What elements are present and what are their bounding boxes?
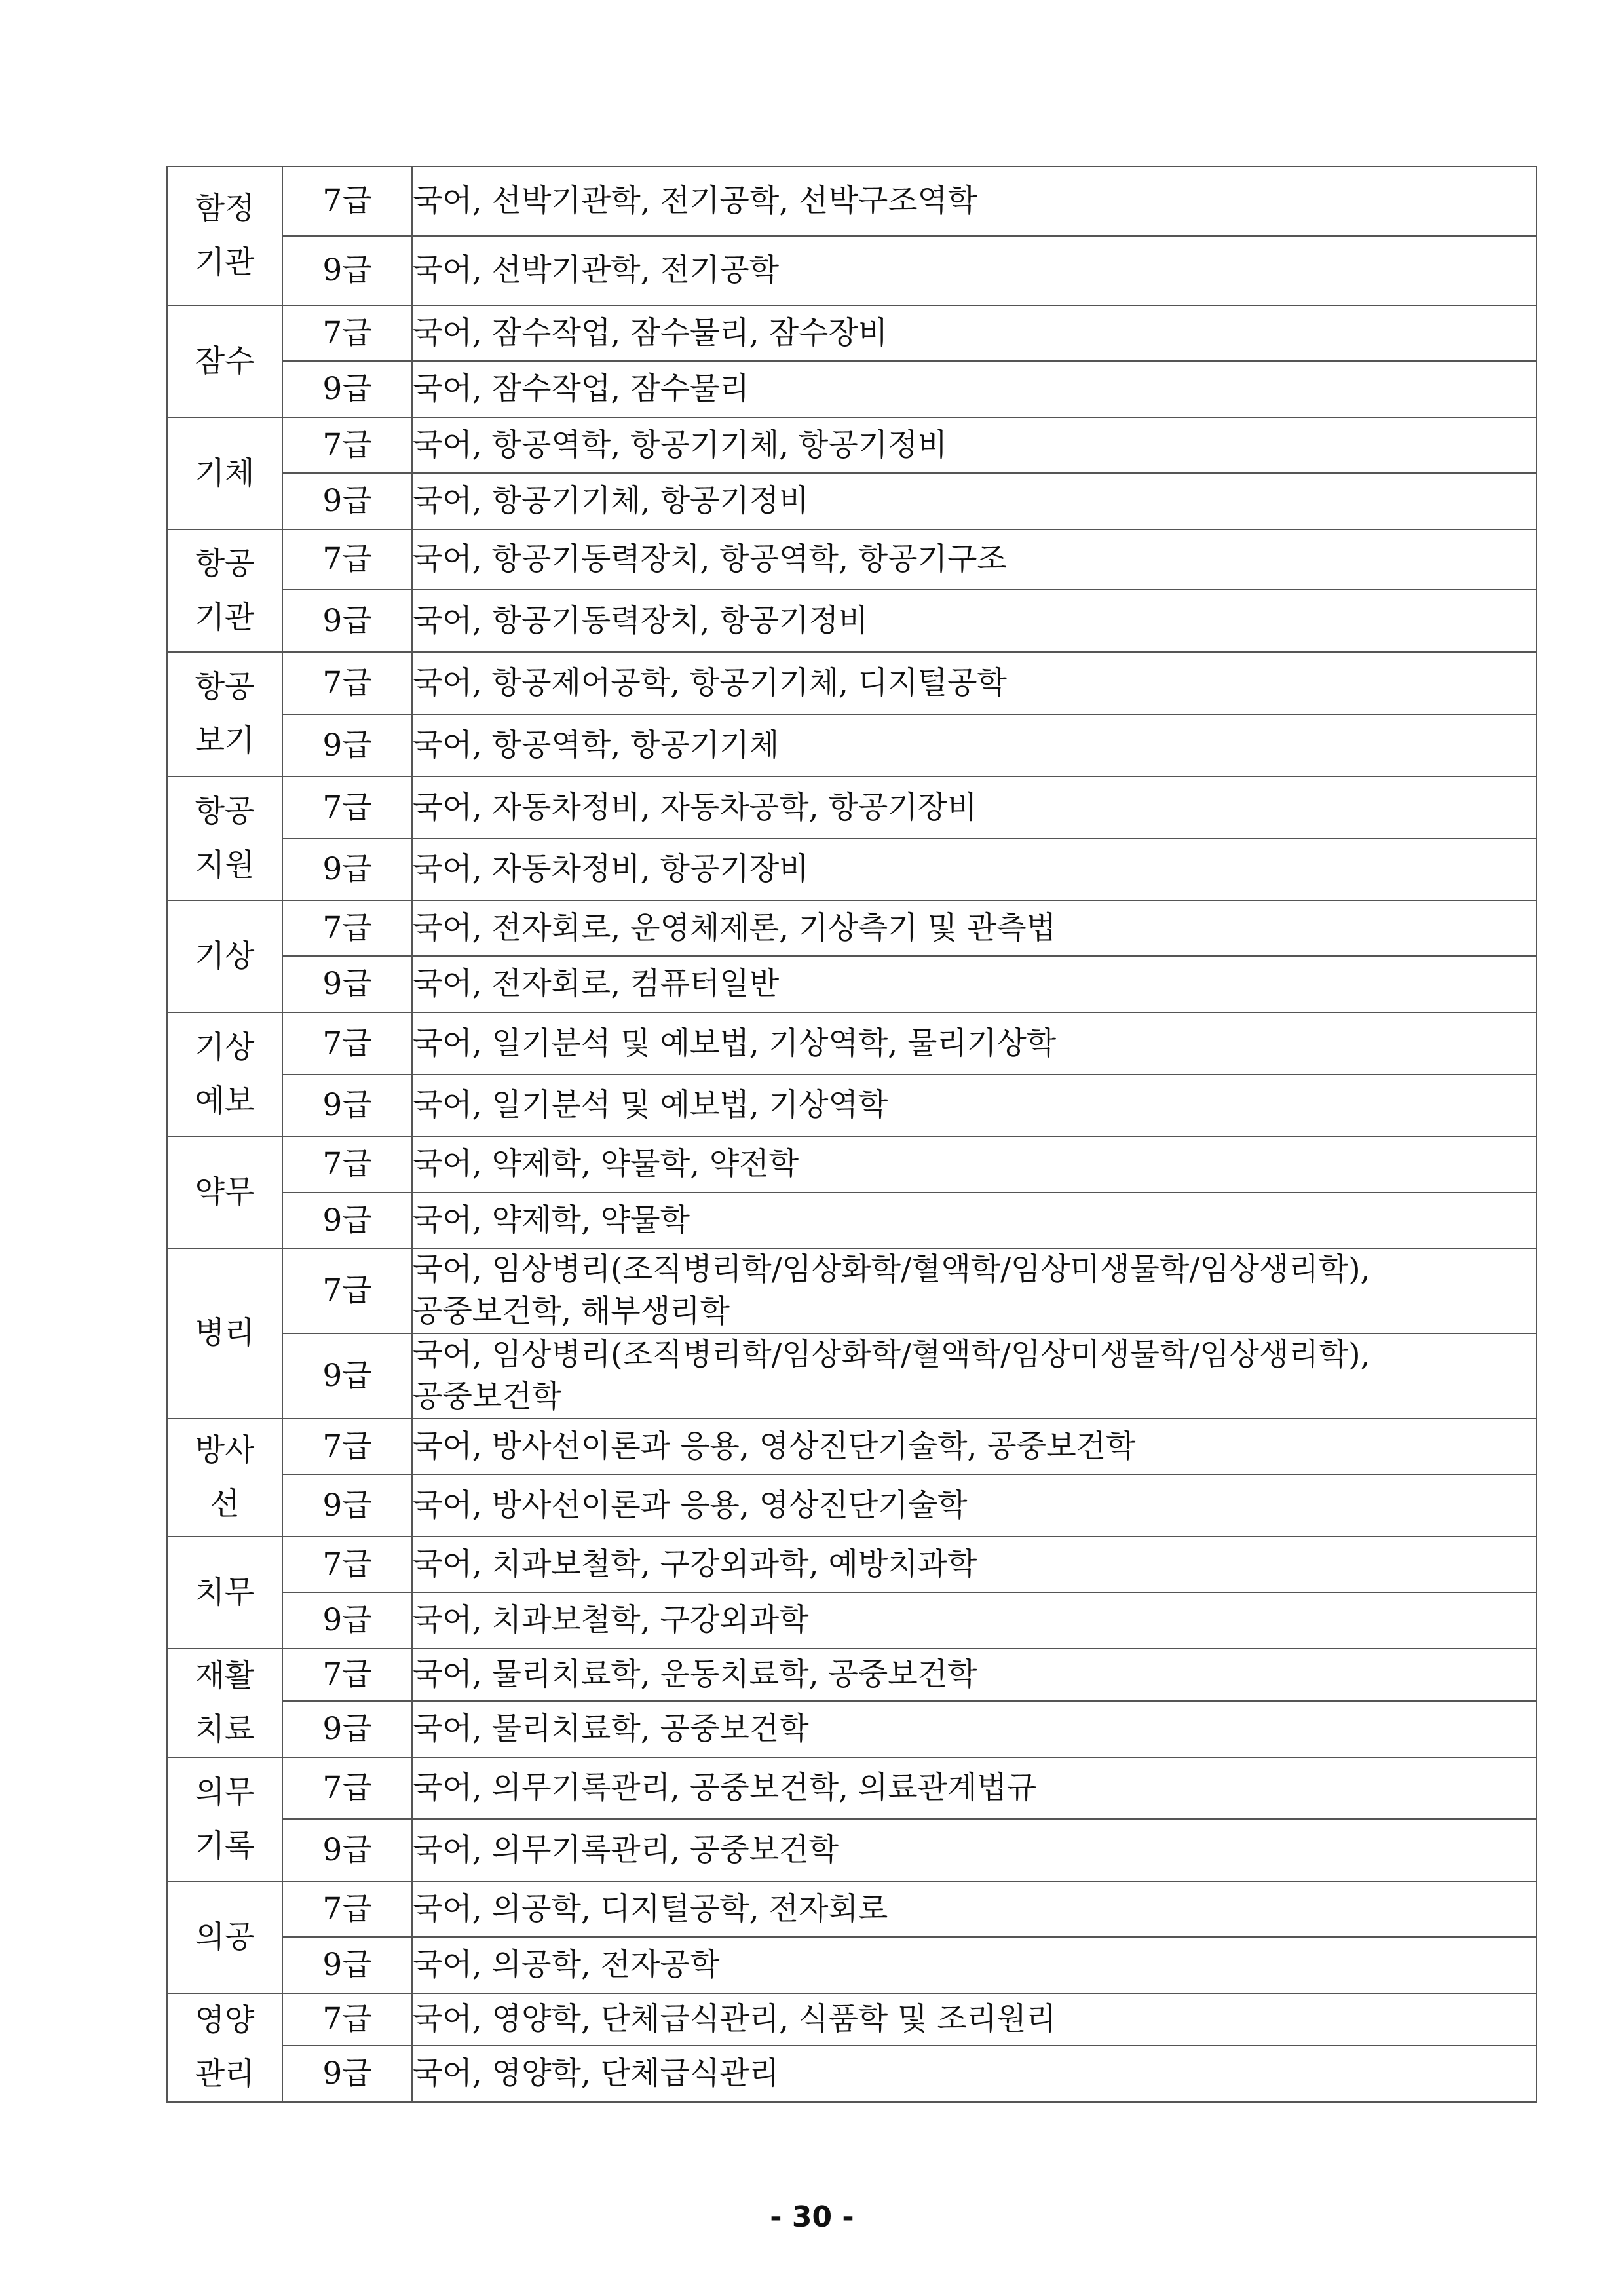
subjects-line: 국어, 항공역학, 항공기기체, 항공기정비: [413, 427, 948, 463]
table-row: [167, 473, 1536, 529]
field-name-line: 영양: [195, 2002, 255, 2038]
subjects-cell: [412, 417, 1536, 473]
table-row: [167, 590, 1536, 652]
field-name-line: 항공: [195, 545, 255, 582]
grade-cell: 9급: [282, 1701, 412, 1757]
table-row: [167, 1474, 1536, 1537]
table-row: [167, 1993, 1536, 2046]
subjects-line: 국어, 물리치료학, 운동치료학, 공중보건학: [413, 1656, 977, 1693]
subjects-cell: [412, 1937, 1536, 1993]
subjects-line: 국어, 일기분석 및 예보법, 기상역학: [413, 1087, 888, 1123]
subjects-line: 공중보건학, 해부생리학: [413, 1293, 730, 1330]
table-row: [167, 652, 1536, 714]
grade-cell: 7급: [282, 166, 412, 236]
field-name-cell: [167, 1757, 282, 1881]
subjects-line: 국어, 잠수작업, 잠수물리, 잠수장비: [413, 315, 888, 351]
subjects-cell: [412, 473, 1536, 529]
subjects-cell: [412, 305, 1536, 361]
grade-cell: 9급: [282, 1193, 412, 1248]
grade-cell: 9급: [282, 956, 412, 1012]
grade-cell: 7급: [282, 652, 412, 714]
subjects-cell: [412, 236, 1536, 305]
table-row: [167, 1419, 1536, 1474]
field-name-line: 항공: [195, 793, 255, 830]
field-name-cell: [167, 305, 282, 417]
grade-cell: 9급: [282, 236, 412, 305]
grade-cell: 7급: [282, 305, 412, 361]
subjects-cell: [412, 1757, 1536, 1819]
subjects-cell: [412, 956, 1536, 1012]
subjects-cell: [412, 361, 1536, 417]
table-row: [167, 714, 1536, 776]
subjects-line: 국어, 임상병리(조직병리학/임상화학/혈액학/임상미생물학/임상생리학),: [413, 1337, 1370, 1373]
table-row: [167, 776, 1536, 839]
subjects-cell: [412, 590, 1536, 652]
grade-cell: 9급: [282, 1333, 412, 1419]
subjects-cell: [412, 1819, 1536, 1881]
field-name-cell: [167, 652, 282, 776]
table-row: [167, 417, 1536, 473]
table-row: [167, 1757, 1536, 1819]
field-name-line: 재활: [195, 1658, 255, 1694]
field-name-cell: [167, 1248, 282, 1419]
grade-cell: 7급: [282, 1993, 412, 2046]
subjects-cell: [412, 2046, 1536, 2102]
table-row: [167, 1649, 1536, 1701]
field-name-cell: [167, 166, 282, 305]
table-row: [167, 361, 1536, 417]
field-name-cell: [167, 1881, 282, 1993]
grade-cell: 7급: [282, 1649, 412, 1701]
subjects-line: 국어, 방사선이론과 응용, 영상진단기술학, 공중보건학: [413, 1428, 1136, 1464]
subjects-line: 국어, 항공제어공학, 항공기기체, 디지털공학: [413, 664, 1007, 701]
field-name-cell: [167, 776, 282, 900]
grade-cell: 9급: [282, 839, 412, 900]
grade-cell: 7급: [282, 1537, 412, 1592]
subjects-cell: [412, 714, 1536, 776]
subjects-line: 국어, 의무기록관리, 공중보건학, 의료관계법규: [413, 1770, 1037, 1806]
subjects-line: 국어, 의무기록관리, 공중보건학: [413, 1831, 839, 1868]
subjects-cell: [412, 1649, 1536, 1701]
field-name-cell: [167, 1537, 282, 1649]
table-row: [167, 305, 1536, 361]
subjects-cell: [412, 1474, 1536, 1537]
grade-cell: 9급: [282, 1819, 412, 1881]
table-row: [167, 2046, 1536, 2102]
grade-cell: 7급: [282, 900, 412, 956]
field-name-line: 기체: [195, 455, 255, 491]
grade-cell: 7급: [282, 417, 412, 473]
subjects-line: 국어, 방사선이론과 응용, 영상진단기술학: [413, 1487, 968, 1523]
field-name-line: 치료: [195, 1712, 255, 1748]
grade-cell: 9급: [282, 1474, 412, 1537]
table-row: [167, 1701, 1536, 1757]
grade-cell: 9급: [282, 1937, 412, 1993]
field-name-line: 방사: [195, 1432, 255, 1468]
subjects-line: 국어, 영양학, 단체급식관리, 식품학 및 조리원리: [413, 2001, 1057, 2038]
subjects-line: 국어, 일기분석 및 예보법, 기상역학, 물리기상학: [413, 1025, 1057, 1062]
field-name-line: 기관: [195, 244, 255, 280]
grade-cell: 9급: [282, 1592, 412, 1649]
grade-cell: 7급: [282, 529, 412, 590]
subjects-cell: [412, 900, 1536, 956]
field-name-line: 기상: [195, 1029, 255, 1065]
subjects-cell: [412, 1537, 1536, 1592]
field-name-line: 선: [210, 1486, 240, 1522]
table-row: [167, 1136, 1536, 1193]
subjects-line: 공중보건학: [413, 1379, 562, 1415]
table-row: [167, 839, 1536, 900]
table-row: [167, 900, 1536, 956]
table-row: [167, 1333, 1536, 1419]
subjects-line: 국어, 약제학, 약물학, 약전학: [413, 1146, 799, 1182]
subjects-line: 국어, 치과보철학, 구강외과학: [413, 1602, 809, 1638]
grade-cell: 9급: [282, 1075, 412, 1136]
grade-cell: 7급: [282, 1881, 412, 1937]
field-name-cell: [167, 1419, 282, 1537]
grade-cell: 7급: [282, 1248, 412, 1333]
subjects-cell: [412, 1333, 1536, 1419]
grade-cell: 9급: [282, 473, 412, 529]
exam-subjects-table: [166, 166, 1537, 2103]
grade-cell: 7급: [282, 1012, 412, 1075]
table-row: [167, 236, 1536, 305]
field-name-line: 기록: [195, 1827, 255, 1864]
subjects-cell: [412, 1419, 1536, 1474]
field-name-line: 의공: [195, 1919, 255, 1955]
subjects-cell: [412, 1136, 1536, 1193]
subjects-line: 국어, 선박기관학, 전기공학: [413, 252, 780, 288]
table-row: [167, 1193, 1536, 1248]
grade-cell: 9급: [282, 361, 412, 417]
table-row: [167, 1819, 1536, 1881]
subjects-line: 국어, 항공역학, 항공기기체: [413, 727, 780, 763]
field-name-line: 의무: [195, 1774, 255, 1810]
subjects-cell: [412, 652, 1536, 714]
subjects-line: 국어, 치과보철학, 구강외과학, 예방치과학: [413, 1546, 977, 1582]
grade-cell: 9급: [282, 590, 412, 652]
subjects-cell: [412, 1592, 1536, 1649]
subjects-cell: [412, 1701, 1536, 1757]
field-name-line: 예보: [195, 1082, 255, 1119]
subjects-line: 국어, 전자회로, 컴퓨터일반: [413, 966, 780, 1002]
field-name-cell: [167, 1136, 282, 1248]
field-name-line: 함정: [195, 191, 255, 227]
field-name-line: 기상: [195, 938, 255, 974]
table-row: [167, 1248, 1536, 1333]
subjects-line: 국어, 자동차정비, 항공기장비: [413, 851, 809, 887]
table-row: [167, 1881, 1536, 1937]
field-name-line: 병리: [195, 1315, 255, 1351]
table-row: [167, 956, 1536, 1012]
subjects-line: 국어, 약제학, 약물학: [413, 1202, 690, 1238]
table-row: [167, 1537, 1536, 1592]
field-name-line: 약무: [195, 1174, 255, 1210]
subjects-line: 국어, 의공학, 디지털공학, 전자회로: [413, 1890, 888, 1927]
subjects-cell: [412, 1993, 1536, 2046]
subjects-line: 국어, 자동차정비, 자동차공학, 항공기장비: [413, 789, 977, 826]
subjects-cell: [412, 529, 1536, 590]
field-name-cell: [167, 900, 282, 1012]
field-name-line: 잠수: [195, 343, 255, 379]
subjects-cell: [412, 1012, 1536, 1075]
table-row: [167, 1592, 1536, 1649]
field-name-line: 지원: [195, 847, 255, 883]
field-name-cell: [167, 1993, 282, 2102]
subjects-cell: [412, 839, 1536, 900]
subjects-cell: [412, 1075, 1536, 1136]
subjects-line: 국어, 잠수작업, 잠수물리: [413, 371, 749, 407]
subjects-line: 국어, 항공기동력장치, 항공기정비: [413, 602, 869, 639]
field-name-cell: [167, 1012, 282, 1136]
subjects-line: 국어, 물리치료학, 공중보건학: [413, 1711, 809, 1747]
subjects-cell: [412, 1881, 1536, 1937]
field-name-line: 관리: [195, 2056, 255, 2092]
grade-cell: 7급: [282, 776, 412, 839]
field-name-cell: [167, 529, 282, 652]
field-name-line: 보기: [195, 723, 255, 759]
grade-cell: 7급: [282, 1136, 412, 1193]
subjects-cell: [412, 166, 1536, 236]
subjects-line: 국어, 의공학, 전자공학: [413, 1947, 720, 1983]
subjects-cell: [412, 1248, 1536, 1333]
table-row: [167, 166, 1536, 236]
subjects-line: 국어, 항공기기체, 항공기정비: [413, 483, 809, 519]
grade-cell: 7급: [282, 1757, 412, 1819]
grade-cell: 9급: [282, 714, 412, 776]
field-name-cell: [167, 1649, 282, 1757]
table-body: [167, 166, 1536, 2102]
table-row: [167, 1012, 1536, 1075]
field-name-line: 치무: [195, 1574, 255, 1611]
table-row: [167, 1937, 1536, 1993]
subjects-line: 국어, 선박기관학, 전기공학, 선박구조역학: [413, 183, 977, 219]
page-number: - 30 -: [770, 2200, 854, 2234]
field-name-cell: [167, 417, 282, 529]
subjects-cell: [412, 776, 1536, 839]
table-row: [167, 1075, 1536, 1136]
field-name-line: 기관: [195, 599, 255, 636]
subjects-line: 국어, 임상병리(조직병리학/임상화학/혈액학/임상미생물학/임상생리학),: [413, 1252, 1370, 1288]
subjects-line: 국어, 항공기동력장치, 항공역학, 항공기구조: [413, 541, 1007, 577]
subjects-cell: [412, 1193, 1536, 1248]
table-row: [167, 529, 1536, 590]
grade-cell: 9급: [282, 2046, 412, 2102]
grade-cell: 7급: [282, 1419, 412, 1474]
subjects-line: 국어, 전자회로, 운영체제론, 기상측기 및 관측법: [413, 909, 1057, 946]
subjects-line: 국어, 영양학, 단체급식관리: [413, 2056, 780, 2092]
field-name-line: 항공: [195, 669, 255, 705]
